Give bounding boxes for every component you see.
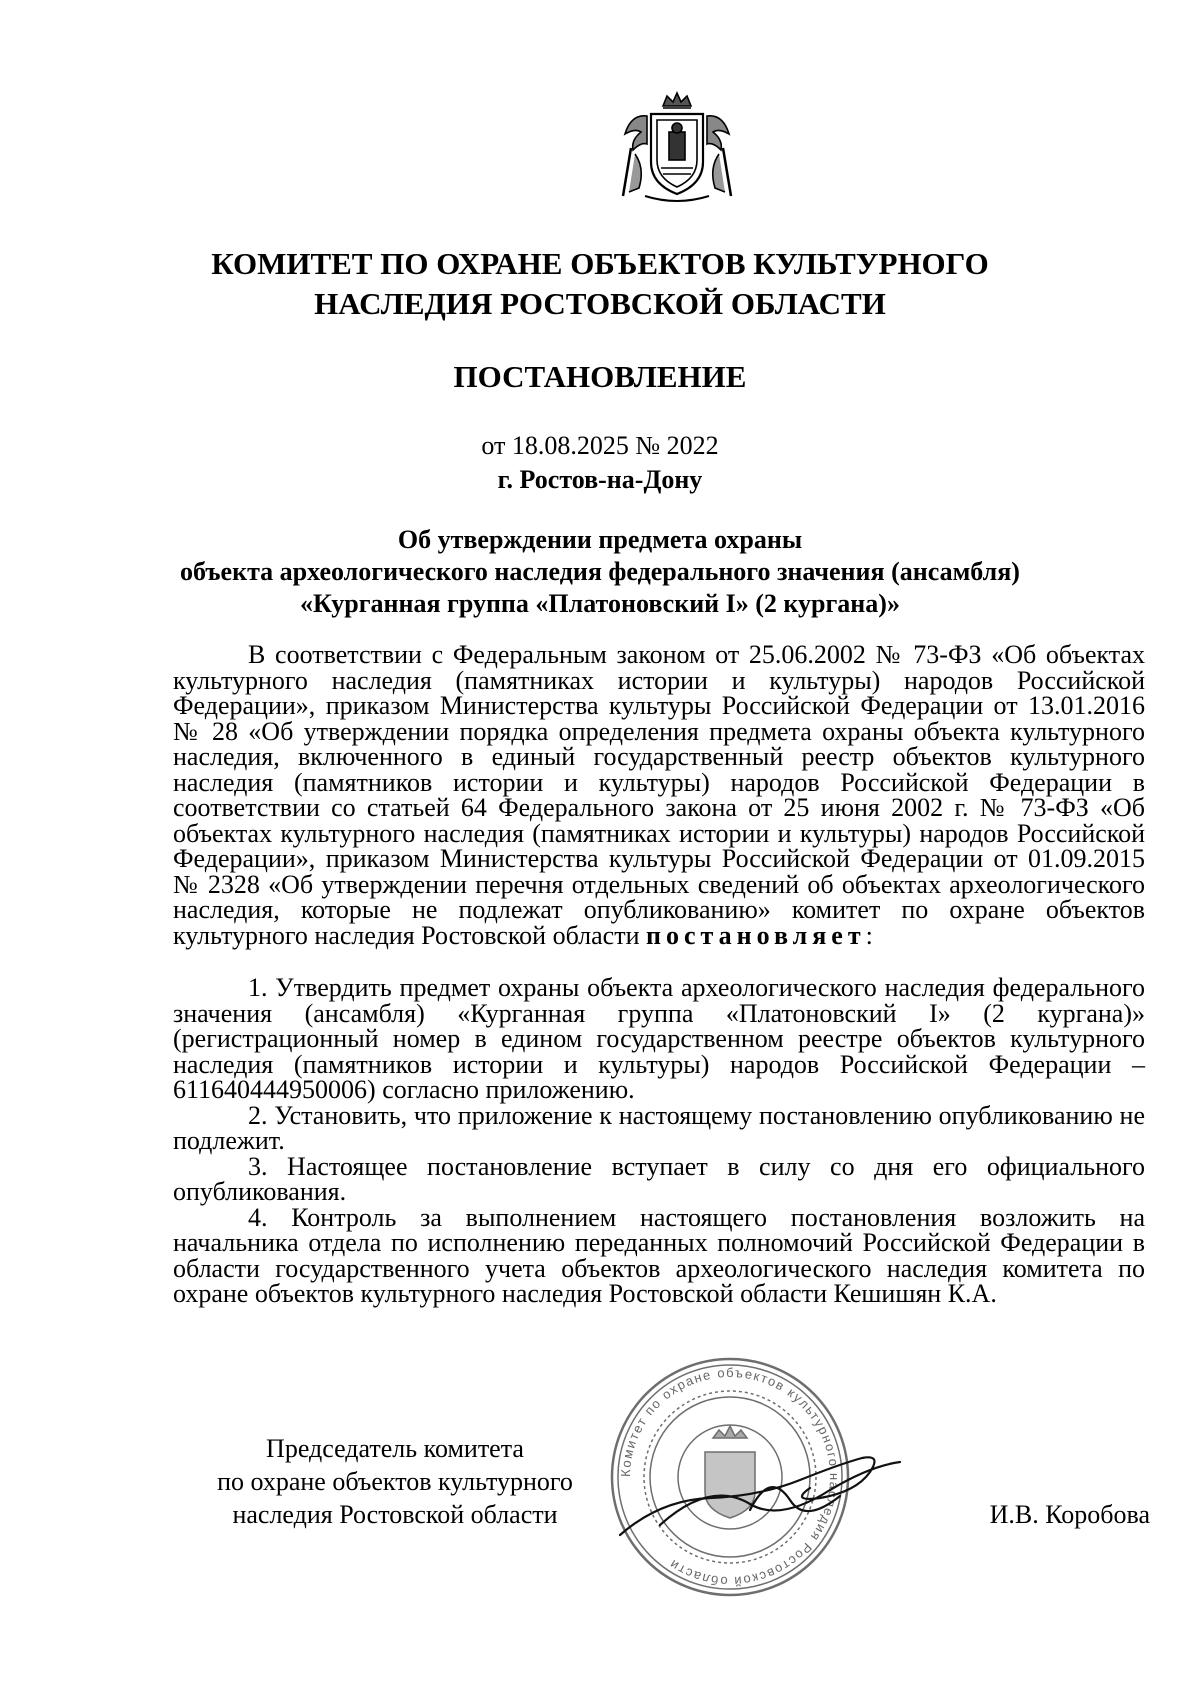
preamble-text: В соответствии с Федеральным законом от 25.06.2002 № 73-ФЗ «Об объектах культурного наследия (памятниках истории и культуры) народов Российской Федерации», приказом Министерства культуры Российской Федерации от 13.01.2016 № 28 «Об утверждении порядка определения предмета охраны объекта культурного наследия, включенного в единый государственный реестр объектов культурного наследия (памятников истории и культуры) народов Российской Федерации в соответствии со статьей 64 Федерального закона от 25 июня 2002 г. № 73-ФЗ «Об объектах культурного наследия (памятниках истории и культуры) народов Российской Федерации», приказом Министерства культуры Российской Федерации от 01.09.2015 № 2328 «Об утверждении перечня отдельных сведений об объектах археологического наследия, которые не подлежат опубликованию» комитет по охране объектов культурного наследия Ростовской области: [173, 640, 1145, 950]
document-title-line2: объекта археологического наследия федерального значения (ансамбля): [180, 557, 1020, 586]
document-title-line3: «Курганная группа «Платоновский I» (2 кургана)»: [300, 589, 900, 618]
signer-position-line2: по охране объектов культурного: [217, 1467, 573, 1496]
resolution-item-1: 1. Утвердить предмет охраны объекта археологического наследия федерального значения (ансамбля) «Курганная группа «Платоновский I» (2 кургана)» (регистрационный номер в едином государственном реестре объектов культурного наследия (памятников истории и культуры) народов Российской Федерации – 611640444950006) согласно приложению.: [173, 973, 1145, 1104]
document-body: [173, 642, 1145, 1307]
resolution-item-3: 3. Настоящее постановление вступает в силу со дня его официального опубликования.: [173, 1151, 1145, 1206]
seal-text: Комитет по охране объектов культурного наследия Ростовской области: [617, 1364, 843, 1590]
signer-position-line3: наследия Ростовской области: [232, 1500, 558, 1529]
document-date-number: от 18.08.2025 № 2022: [481, 431, 719, 460]
organization-name-line1: КОМИТЕТ ПО ОХРАНЕ ОБЪЕКТОВ КУЛЬТУРНОГО: [211, 246, 989, 281]
organization-name: [0, 244, 1200, 324]
document-city: г. Ростов-на-Дону: [497, 465, 703, 494]
signer-position-line1: Председатель комитета: [266, 1434, 524, 1463]
document-title: [120, 524, 1080, 620]
coat-of-arms-icon: [617, 88, 737, 208]
signer-position: [175, 1432, 615, 1531]
document-type: ПОСТАНОВЛЕНИЕ: [453, 359, 747, 394]
resolution-item-4: 4. Контроль за выполнением настоящего постановления возложить на начальника отдела по исполнению переданных полномочий Российской Федерации в области государственного учета объектов археологического наследия комитета по охране объектов культурного наследия Ростовской области Кешишян К.А.: [173, 1202, 1145, 1308]
preamble-paragraph: [173, 642, 1145, 948]
organization-name-line2: НАСЛЕДИЯ РОСТОВСКОЙ ОБЛАСТИ: [314, 286, 886, 321]
handwritten-signature-icon: [600, 1440, 930, 1550]
document-title-line1: Об утверждении предмета охраны: [397, 525, 803, 554]
signer-name: И.В. Коробова: [989, 1500, 1150, 1529]
resolution-item-2: 2. Установить, что приложение к настоящему постановлению опубликованию не подлежит.: [173, 1100, 1145, 1155]
preamble-colon: :: [865, 920, 873, 950]
resolves-word: постановляет: [646, 920, 866, 950]
